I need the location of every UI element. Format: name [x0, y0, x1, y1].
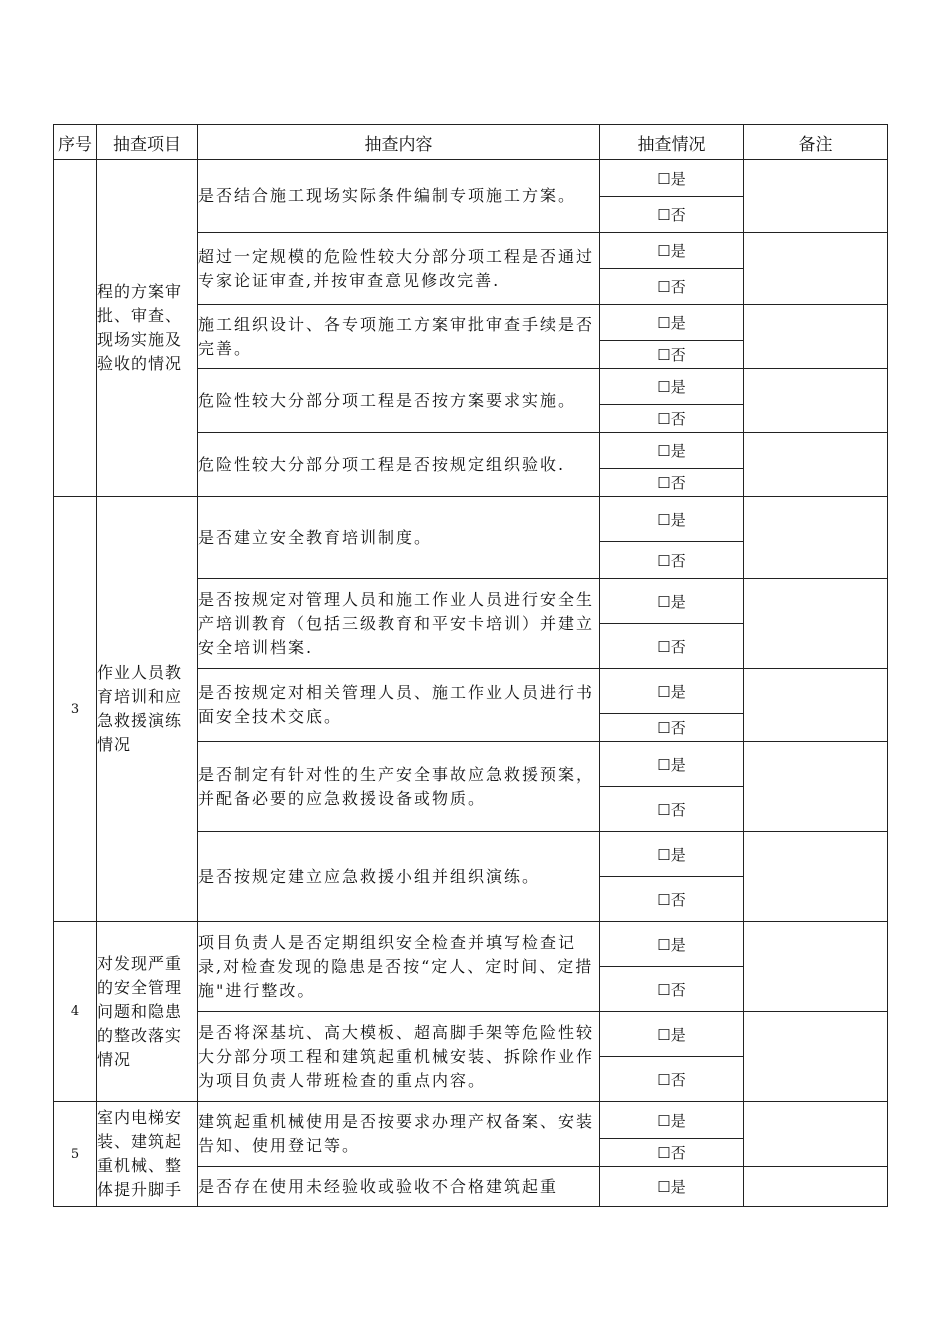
group-item-label: 程的方案审批、审查、现场实施及验收的情况	[97, 160, 198, 497]
checkbox-yes[interactable]: ☐是	[600, 1012, 744, 1057]
header-note: 备注	[744, 125, 888, 160]
header-status: 抽查情况	[600, 125, 744, 160]
inspection-table	[53, 124, 888, 1207]
checkbox-yes[interactable]: ☐是	[600, 579, 744, 624]
check-content: 是否建立安全教育培训制度。	[198, 497, 600, 579]
table-row	[54, 160, 888, 197]
check-content: 施工组织设计、各专项施工方案审批审查手续是否完善。	[198, 305, 600, 369]
checkbox-yes[interactable]: ☐是	[600, 233, 744, 269]
checkbox-no[interactable]: ☐否	[600, 1139, 744, 1167]
checkbox-yes[interactable]: ☐是	[600, 160, 744, 197]
check-content: 是否按规定建立应急救援小组并组织演练。	[198, 832, 600, 922]
checkbox-yes[interactable]: ☐是	[600, 742, 744, 787]
checkbox-no[interactable]: ☐否	[600, 1057, 744, 1102]
note-cell[interactable]	[744, 669, 888, 742]
header-seq: 序号	[54, 125, 97, 160]
note-cell[interactable]	[744, 922, 888, 1012]
checkbox-no[interactable]: ☐否	[600, 967, 744, 1012]
check-content: 超过一定规模的危险性较大分部分项工程是否通过专家论证审查,并按审查意见修改完善.	[198, 233, 600, 305]
note-cell[interactable]	[744, 1102, 888, 1167]
checkbox-no[interactable]: ☐否	[600, 405, 744, 433]
checkbox-no[interactable]: ☐否	[600, 877, 744, 922]
check-content: 是否存在使用未经验收或验收不合格建筑起重	[198, 1167, 600, 1207]
checkbox-yes[interactable]: ☐是	[600, 669, 744, 714]
checkbox-no[interactable]: ☐否	[600, 624, 744, 669]
group-item-label: 对发现严重的安全管理问题和隐患的整改落实情况	[97, 922, 198, 1102]
checkbox-no[interactable]: ☐否	[600, 469, 744, 497]
check-content: 是否结合施工现场实际条件编制专项施工方案。	[198, 160, 600, 233]
group-seq: 5	[54, 1102, 97, 1207]
group-seq: 3	[54, 497, 97, 922]
header-row	[54, 125, 888, 160]
header-content: 抽查内容	[198, 125, 600, 160]
check-content: 是否将深基坑、高大模板、超高脚手架等危险性较大分部分项工程和建筑起重机械安装、拆除作业作为项目负责人带班检查的重点内容。	[198, 1012, 600, 1102]
note-cell[interactable]	[744, 497, 888, 579]
check-content: 危险性较大分部分项工程是否按方案要求实施。	[198, 369, 600, 433]
note-cell[interactable]	[744, 742, 888, 832]
checkbox-no[interactable]: ☐否	[600, 197, 744, 233]
note-cell[interactable]	[744, 160, 888, 233]
header-item: 抽查项目	[97, 125, 198, 160]
table-row	[54, 922, 888, 967]
checkbox-yes[interactable]: ☐是	[600, 922, 744, 967]
checkbox-yes[interactable]: ☐是	[600, 1167, 744, 1207]
checkbox-yes[interactable]: ☐是	[600, 832, 744, 877]
note-cell[interactable]	[744, 433, 888, 497]
group-item-label: 作业人员教育培训和应急救援演练情况	[97, 497, 198, 922]
check-content: 是否制定有针对性的生产安全事故应急救援预案，并配备必要的应急救援设备或物质。	[198, 742, 600, 832]
note-cell[interactable]	[744, 1167, 888, 1207]
group-item-label: 室内电梯安装、建筑起重机械、整体提升脚手	[97, 1102, 198, 1207]
check-content: 建筑起重机械使用是否按要求办理产权备案、安装告知、使用登记等。	[198, 1102, 600, 1167]
note-cell[interactable]	[744, 233, 888, 305]
note-cell[interactable]	[744, 832, 888, 922]
note-cell[interactable]	[744, 369, 888, 433]
checkbox-yes[interactable]: ☐是	[600, 497, 744, 542]
checkbox-yes[interactable]: ☐是	[600, 305, 744, 341]
group-seq: 4	[54, 922, 97, 1102]
checkbox-yes[interactable]: ☐是	[600, 369, 744, 405]
checkbox-no[interactable]: ☐否	[600, 542, 744, 579]
checkbox-yes[interactable]: ☐是	[600, 433, 744, 469]
check-content: 项目负责人是否定期组织安全检查并填写检查记录,对检查发现的隐患是否按“定人、定时间、定措施"进行整改。	[198, 922, 600, 1012]
note-cell[interactable]	[744, 579, 888, 669]
table-row	[54, 1102, 888, 1139]
checkbox-no[interactable]: ☐否	[600, 714, 744, 742]
check-content: 危险性较大分部分项工程是否按规定组织验收.	[198, 433, 600, 497]
table-row	[54, 497, 888, 542]
note-cell[interactable]	[744, 1012, 888, 1102]
checkbox-no[interactable]: ☐否	[600, 341, 744, 369]
note-cell[interactable]	[744, 305, 888, 369]
group-seq	[54, 160, 97, 497]
check-content: 是否按规定对管理人员和施工作业人员进行安全生产培训教育（包括三级教育和平安卡培训）并建立安全培训档案.	[198, 579, 600, 669]
checkbox-no[interactable]: ☐否	[600, 269, 744, 305]
checkbox-no[interactable]: ☐否	[600, 787, 744, 832]
check-content: 是否按规定对相关管理人员、施工作业人员进行书面安全技术交底。	[198, 669, 600, 742]
checkbox-yes[interactable]: ☐是	[600, 1102, 744, 1139]
